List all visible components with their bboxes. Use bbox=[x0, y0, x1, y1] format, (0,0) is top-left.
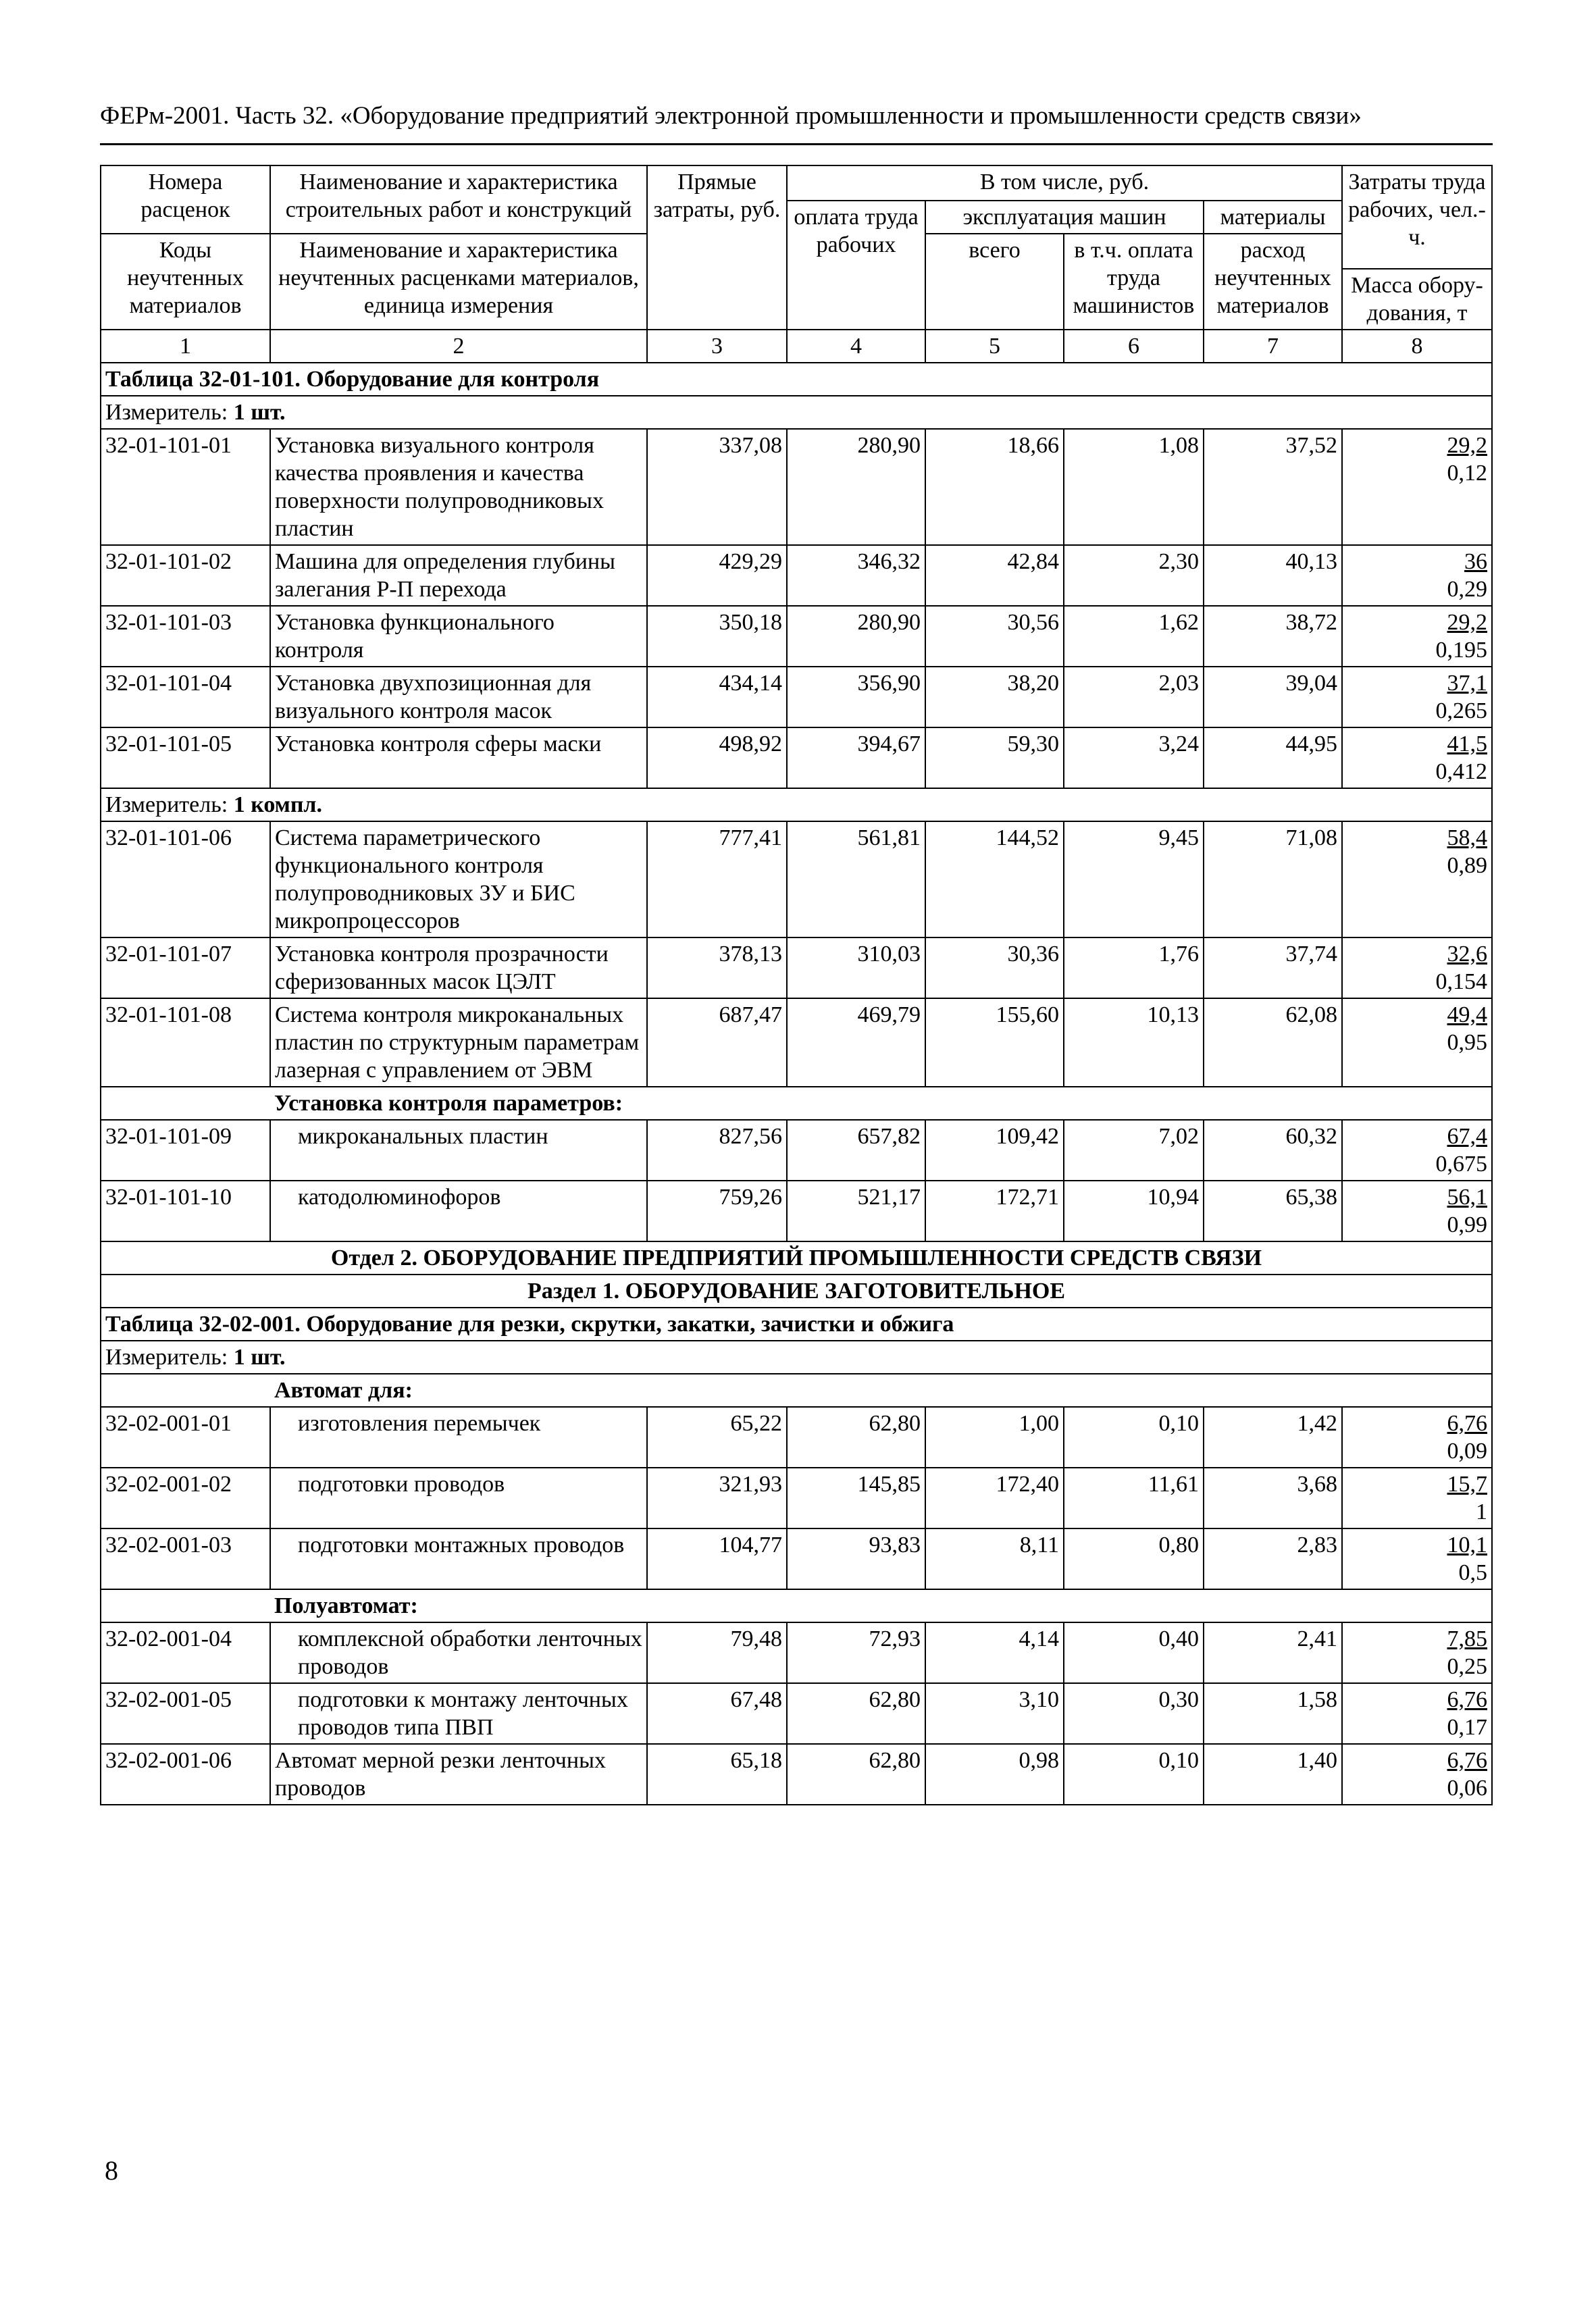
work-name: подготовки монтажных проводов bbox=[270, 1528, 647, 1589]
labor-cost: 145,85 bbox=[787, 1468, 925, 1528]
labor-hours-mass bbox=[1342, 1407, 1492, 1468]
rate-code: 32-01-101-07 bbox=[101, 937, 270, 998]
group-heading: Полуавтомат: bbox=[270, 1589, 1492, 1622]
group-heading: Автомат для: bbox=[270, 1374, 1492, 1407]
labor-hours: 15,7 bbox=[1447, 1472, 1487, 1497]
operators-cost: 7,02 bbox=[1064, 1120, 1204, 1181]
machines-cost: 155,60 bbox=[925, 998, 1064, 1087]
direct-cost: 321,93 bbox=[647, 1468, 787, 1528]
materials-cost: 2,83 bbox=[1204, 1528, 1342, 1589]
col-materials-header: расход неучтенных материалов bbox=[1204, 234, 1342, 330]
page-number: 8 bbox=[105, 2155, 118, 2186]
materials-cost: 3,68 bbox=[1204, 1468, 1342, 1528]
labor-hours-mass bbox=[1342, 1120, 1492, 1181]
work-name: Установка контроля сферы маски bbox=[270, 727, 647, 788]
rate-code: 32-02-001-02 bbox=[101, 1468, 270, 1528]
materials-cost: 37,52 bbox=[1204, 429, 1342, 545]
equipment-mass: 0,09 bbox=[1447, 1439, 1487, 1464]
direct-cost: 827,56 bbox=[647, 1120, 787, 1181]
work-name: комплексной обработки ленточных проводов bbox=[270, 1622, 647, 1683]
header-row-1 bbox=[101, 165, 1492, 201]
labor-hours-mass bbox=[1342, 1528, 1492, 1589]
labor-hours-mass bbox=[1342, 998, 1492, 1087]
labor-cost: 310,03 bbox=[787, 937, 925, 998]
col-operators-header: в т.ч. оплата труда машинистов bbox=[1064, 234, 1204, 330]
column-number: 8 bbox=[1342, 330, 1492, 363]
page-header: ФЕРм-2001. Часть 32. «Оборудование предприятий электронной промышленности и промышленности средств связи» bbox=[100, 102, 1362, 130]
measure-label: Измеритель: bbox=[105, 792, 228, 817]
direct-cost: 777,41 bbox=[647, 821, 787, 937]
labor-hours-mass bbox=[1342, 545, 1492, 606]
machines-cost: 144,52 bbox=[925, 821, 1064, 937]
equipment-mass: 0,06 bbox=[1447, 1776, 1487, 1801]
labor-hours: 58,4 bbox=[1447, 825, 1487, 850]
measure-label: Измеритель: bbox=[105, 400, 228, 425]
machines-cost: 8,11 bbox=[925, 1528, 1064, 1589]
materials-cost: 2,41 bbox=[1204, 1622, 1342, 1683]
table-row bbox=[101, 937, 1492, 998]
machines-header: эксплуатация машин bbox=[925, 201, 1204, 234]
machines-cost: 59,30 bbox=[925, 727, 1064, 788]
operators-cost: 0,80 bbox=[1064, 1528, 1204, 1589]
header-rule bbox=[100, 143, 1493, 145]
table-row bbox=[101, 1120, 1492, 1181]
table-row bbox=[101, 998, 1492, 1087]
labor-hours: 6,76 bbox=[1447, 1687, 1487, 1712]
labor-hours-mass bbox=[1342, 1468, 1492, 1528]
work-name: подготовки проводов bbox=[270, 1468, 647, 1528]
direct-cost: 67,48 bbox=[647, 1683, 787, 1744]
work-name: катодолюминофоров bbox=[270, 1181, 647, 1241]
machines-cost: 1,00 bbox=[925, 1407, 1064, 1468]
labor-hours-mass bbox=[1342, 1181, 1492, 1241]
labor-hours-mass bbox=[1342, 1744, 1492, 1805]
equipment-mass: 0,675 bbox=[1435, 1152, 1487, 1177]
materials-cost: 65,38 bbox=[1204, 1181, 1342, 1241]
labor-hours-mass bbox=[1342, 821, 1492, 937]
labor-hours: 10,1 bbox=[1447, 1533, 1487, 1558]
labor-hours: 7,85 bbox=[1447, 1626, 1487, 1651]
rate-code: 32-02-001-04 bbox=[101, 1622, 270, 1683]
direct-cost: 378,13 bbox=[647, 937, 787, 998]
rate-code: 32-01-101-05 bbox=[101, 727, 270, 788]
rate-code: 32-02-001-05 bbox=[101, 1683, 270, 1744]
labor-hours-mass bbox=[1342, 727, 1492, 788]
labor-cost: 469,79 bbox=[787, 998, 925, 1087]
table-row bbox=[101, 429, 1492, 545]
machines-cost: 172,40 bbox=[925, 1468, 1064, 1528]
labor-cost: 394,67 bbox=[787, 727, 925, 788]
work-name: Установка функционального контроля bbox=[270, 606, 647, 667]
work-name: Система контроля микроканальных пластин по структурным параметрам лазерная с управлением от ЭВМ bbox=[270, 998, 647, 1087]
work-name: изготовления перемычек bbox=[270, 1407, 647, 1468]
materials-cost: 40,13 bbox=[1204, 545, 1342, 606]
equipment-mass: 0,89 bbox=[1447, 853, 1487, 878]
operators-cost: 1,08 bbox=[1064, 429, 1204, 545]
materials-cost: 62,08 bbox=[1204, 998, 1342, 1087]
column-number: 1 bbox=[101, 330, 270, 363]
operators-cost: 10,13 bbox=[1064, 998, 1204, 1087]
rate-code: 32-01-101-02 bbox=[101, 545, 270, 606]
measure-value: 1 компл. bbox=[233, 792, 323, 817]
direct-cost: 350,18 bbox=[647, 606, 787, 667]
rate-code: 32-01-101-03 bbox=[101, 606, 270, 667]
table-row bbox=[101, 1528, 1492, 1589]
direct-cost: 79,48 bbox=[647, 1622, 787, 1683]
direct-cost: 65,22 bbox=[647, 1407, 787, 1468]
labor-hours: 29,2 bbox=[1447, 610, 1487, 635]
col-labor-header: оплата труда рабочих bbox=[787, 201, 925, 330]
work-name: Машина для определения глубины залегания Р-П перехода bbox=[270, 545, 647, 606]
labor-hours-mass bbox=[1342, 937, 1492, 998]
table-row bbox=[101, 1468, 1492, 1528]
incl-header: В том числе, руб. bbox=[787, 165, 1342, 201]
labor-cost: 356,90 bbox=[787, 667, 925, 727]
labor-hours: 36 bbox=[1464, 549, 1487, 574]
rate-code: 32-02-001-03 bbox=[101, 1528, 270, 1589]
col-hours-header: Затраты труда рабочих, чел.-ч. bbox=[1342, 165, 1492, 269]
machines-cost: 42,84 bbox=[925, 545, 1064, 606]
table-row bbox=[101, 606, 1492, 667]
table-row bbox=[101, 545, 1492, 606]
equipment-mass: 0,412 bbox=[1435, 759, 1487, 784]
table-row bbox=[101, 727, 1492, 788]
materials-header: материалы bbox=[1204, 201, 1342, 234]
section-heading-row bbox=[101, 1275, 1492, 1308]
rate-code: 32-02-001-01 bbox=[101, 1407, 270, 1468]
col-mass-header: Масса обору-дования, т bbox=[1342, 269, 1492, 330]
measure-unit bbox=[101, 788, 1492, 821]
measure-value: 1 шт. bbox=[233, 1345, 286, 1370]
work-name: Система параметрического функционального контроля полупроводниковых ЗУ и БИС микропроцессоров bbox=[270, 821, 647, 937]
machines-cost: 18,66 bbox=[925, 429, 1064, 545]
materials-cost: 39,04 bbox=[1204, 667, 1342, 727]
work-name: микроканальных пластин bbox=[270, 1120, 647, 1181]
operators-cost: 9,45 bbox=[1064, 821, 1204, 937]
column-numbers-row bbox=[101, 330, 1492, 363]
direct-cost: 104,77 bbox=[647, 1528, 787, 1589]
operators-cost: 1,76 bbox=[1064, 937, 1204, 998]
table-row bbox=[101, 1683, 1492, 1744]
group-heading: Установка контроля параметров: bbox=[270, 1087, 1492, 1120]
equipment-mass: 0,25 bbox=[1447, 1654, 1487, 1679]
labor-hours: 32,6 bbox=[1447, 942, 1487, 967]
operators-cost: 0,10 bbox=[1064, 1744, 1204, 1805]
machines-cost: 4,14 bbox=[925, 1622, 1064, 1683]
table2-title-row bbox=[101, 1308, 1492, 1341]
group-heading-row bbox=[101, 1087, 1492, 1120]
measure-label: Измеритель: bbox=[105, 1345, 228, 1370]
group-heading-row bbox=[101, 1374, 1492, 1407]
measure-unit-row bbox=[101, 396, 1492, 429]
equipment-mass: 0,17 bbox=[1447, 1715, 1487, 1740]
labor-cost: 93,83 bbox=[787, 1528, 925, 1589]
operators-cost: 11,61 bbox=[1064, 1468, 1204, 1528]
work-name: Автомат мерной резки ленточных проводов bbox=[270, 1744, 647, 1805]
labor-hours-mass bbox=[1342, 1622, 1492, 1683]
labor-hours: 6,76 bbox=[1447, 1411, 1487, 1436]
rate-code: 32-01-101-08 bbox=[101, 998, 270, 1087]
col-code-bottom-header: Коды неучтенных материалов bbox=[101, 234, 270, 330]
rate-code: 32-01-101-09 bbox=[101, 1120, 270, 1181]
equipment-mass: 0,154 bbox=[1435, 969, 1487, 994]
division-heading-row bbox=[101, 1241, 1492, 1275]
direct-cost: 434,14 bbox=[647, 667, 787, 727]
direct-cost: 687,47 bbox=[647, 998, 787, 1087]
column-number: 4 bbox=[787, 330, 925, 363]
work-name: Установка двухпозиционная для визуального контроля масок bbox=[270, 667, 647, 727]
labor-cost: 346,32 bbox=[787, 545, 925, 606]
equipment-mass: 0,195 bbox=[1435, 638, 1487, 663]
section-heading bbox=[101, 1275, 1492, 1308]
direct-cost: 65,18 bbox=[647, 1744, 787, 1805]
labor-cost: 521,17 bbox=[787, 1181, 925, 1241]
measure-unit bbox=[101, 1341, 1492, 1374]
operators-cost: 1,62 bbox=[1064, 606, 1204, 667]
labor-hours: 49,4 bbox=[1447, 1002, 1487, 1027]
table-row bbox=[101, 821, 1492, 937]
direct-cost: 337,08 bbox=[647, 429, 787, 545]
machines-cost: 3,10 bbox=[925, 1683, 1064, 1744]
table1-title-text: Таблица 32-01-101. Оборудование для контроля bbox=[105, 367, 600, 392]
table1-title-row bbox=[101, 363, 1492, 396]
direct-cost: 759,26 bbox=[647, 1181, 787, 1241]
labor-hours-mass bbox=[1342, 606, 1492, 667]
operators-cost: 3,24 bbox=[1064, 727, 1204, 788]
column-number: 6 bbox=[1064, 330, 1204, 363]
labor-cost: 72,93 bbox=[787, 1622, 925, 1683]
labor-hours: 29,2 bbox=[1447, 433, 1487, 458]
rate-code: 32-02-001-06 bbox=[101, 1744, 270, 1805]
equipment-mass: 0,99 bbox=[1447, 1212, 1487, 1237]
operators-cost: 0,10 bbox=[1064, 1407, 1204, 1468]
machines-cost: 30,56 bbox=[925, 606, 1064, 667]
direct-cost: 498,92 bbox=[647, 727, 787, 788]
labor-hours: 56,1 bbox=[1447, 1185, 1487, 1210]
equipment-mass: 0,5 bbox=[1458, 1560, 1487, 1585]
measure-unit bbox=[101, 396, 1492, 429]
column-number: 2 bbox=[270, 330, 647, 363]
measure-unit-row bbox=[101, 1341, 1492, 1374]
materials-cost: 71,08 bbox=[1204, 821, 1342, 937]
table-row bbox=[101, 1181, 1492, 1241]
col-direct-header: Прямые затраты, руб. bbox=[647, 165, 787, 330]
column-number: 5 bbox=[925, 330, 1064, 363]
labor-hours-mass bbox=[1342, 429, 1492, 545]
operators-cost: 0,40 bbox=[1064, 1622, 1204, 1683]
operators-cost: 10,94 bbox=[1064, 1181, 1204, 1241]
machines-cost: 38,20 bbox=[925, 667, 1064, 727]
col-machines-header: всего bbox=[925, 234, 1064, 330]
otdel-text: Отдел 2. ОБОРУДОВАНИЕ ПРЕДПРИЯТИЙ ПРОМЫШЛЕННОСТИ СРЕДСТВ СВЯЗИ bbox=[330, 1245, 1262, 1270]
rate-code: 32-01-101-01 bbox=[101, 429, 270, 545]
group-heading-row bbox=[101, 1589, 1492, 1622]
machines-cost: 0,98 bbox=[925, 1744, 1064, 1805]
group-heading-spacer bbox=[101, 1589, 270, 1622]
col-name-top-header: Наименование и характеристика строительных работ и конструкций bbox=[270, 165, 647, 234]
labor-cost: 280,90 bbox=[787, 606, 925, 667]
table2-title-text: Таблица 32-02-001. Оборудование для резки, скрутки, закатки, зачистки и обжига bbox=[105, 1312, 954, 1337]
labor-cost: 657,82 bbox=[787, 1120, 925, 1181]
materials-cost: 38,72 bbox=[1204, 606, 1342, 667]
labor-cost: 62,80 bbox=[787, 1744, 925, 1805]
operators-cost: 0,30 bbox=[1064, 1683, 1204, 1744]
measure-value: 1 шт. bbox=[233, 400, 286, 425]
equipment-mass: 0,12 bbox=[1447, 461, 1487, 486]
rate-code: 32-01-101-10 bbox=[101, 1181, 270, 1241]
column-number: 7 bbox=[1204, 330, 1342, 363]
labor-cost: 62,80 bbox=[787, 1407, 925, 1468]
table-row bbox=[101, 1622, 1492, 1683]
rate-code: 32-01-101-04 bbox=[101, 667, 270, 727]
work-name: подготовки к монтажу ленточных проводов типа ПВП bbox=[270, 1683, 647, 1744]
work-name: Установка визуального контроля качества проявления и качества поверхности полупроводниковых пластин bbox=[270, 429, 647, 545]
direct-cost: 429,29 bbox=[647, 545, 787, 606]
equipment-mass: 0,95 bbox=[1447, 1030, 1487, 1055]
labor-cost: 561,81 bbox=[787, 821, 925, 937]
rates-table bbox=[100, 165, 1493, 1805]
materials-cost: 60,32 bbox=[1204, 1120, 1342, 1181]
labor-hours-mass bbox=[1342, 1683, 1492, 1744]
table-row bbox=[101, 1744, 1492, 1805]
table1-title bbox=[101, 363, 1492, 396]
materials-cost: 37,74 bbox=[1204, 937, 1342, 998]
rate-code: 32-01-101-06 bbox=[101, 821, 270, 937]
materials-cost: 44,95 bbox=[1204, 727, 1342, 788]
materials-cost: 1,58 bbox=[1204, 1683, 1342, 1744]
table-row bbox=[101, 1407, 1492, 1468]
labor-hours: 67,4 bbox=[1447, 1124, 1487, 1149]
labor-hours: 41,5 bbox=[1447, 731, 1487, 756]
column-number: 3 bbox=[647, 330, 787, 363]
labor-hours-mass bbox=[1342, 667, 1492, 727]
equipment-mass: 1 bbox=[1476, 1499, 1487, 1524]
col-code-top-header: Номера расценок bbox=[101, 165, 270, 234]
labor-cost: 62,80 bbox=[787, 1683, 925, 1744]
col-name-bottom-header: Наименование и характеристика неучтенных расценками материалов, единица измерения bbox=[270, 234, 647, 330]
group-heading-spacer bbox=[101, 1087, 270, 1120]
machines-cost: 172,71 bbox=[925, 1181, 1064, 1241]
materials-cost: 1,42 bbox=[1204, 1407, 1342, 1468]
razdel-text: Раздел 1. ОБОРУДОВАНИЕ ЗАГОТОВИТЕЛЬНОЕ bbox=[527, 1279, 1066, 1304]
equipment-mass: 0,29 bbox=[1447, 577, 1487, 602]
labor-hours: 37,1 bbox=[1447, 671, 1487, 696]
machines-cost: 30,36 bbox=[925, 937, 1064, 998]
table2-title bbox=[101, 1308, 1492, 1341]
table-row bbox=[101, 667, 1492, 727]
group-heading-spacer bbox=[101, 1374, 270, 1407]
measure-unit-row bbox=[101, 788, 1492, 821]
labor-cost: 280,90 bbox=[787, 429, 925, 545]
operators-cost: 2,30 bbox=[1064, 545, 1204, 606]
operators-cost: 2,03 bbox=[1064, 667, 1204, 727]
work-name: Установка контроля прозрачности сферизованных масок ЦЭЛТ bbox=[270, 937, 647, 998]
labor-hours: 6,76 bbox=[1447, 1748, 1487, 1773]
equipment-mass: 0,265 bbox=[1435, 698, 1487, 723]
division-heading bbox=[101, 1241, 1492, 1275]
materials-cost: 1,40 bbox=[1204, 1744, 1342, 1805]
machines-cost: 109,42 bbox=[925, 1120, 1064, 1181]
